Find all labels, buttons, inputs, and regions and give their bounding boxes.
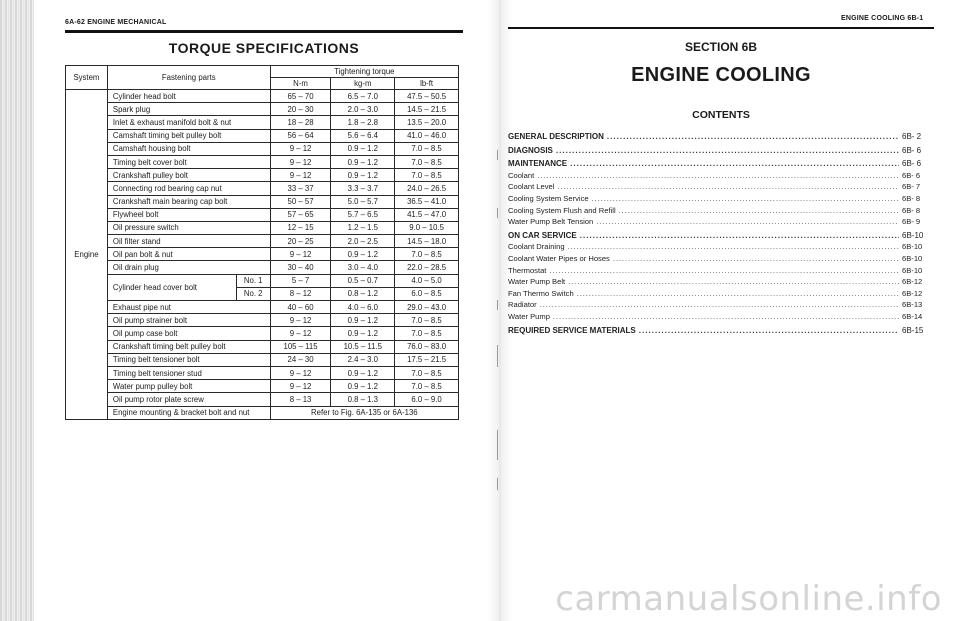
toc-dot-leader <box>607 132 899 141</box>
toc-entry[interactable] <box>508 206 928 217</box>
gutter-mark <box>497 300 498 310</box>
toc-entry[interactable] <box>508 132 928 143</box>
torque-nm: 9 – 12 <box>270 169 331 182</box>
toc-entry-label: ON CAR SERVICE <box>508 230 577 240</box>
table-row <box>66 261 459 274</box>
fastening-part: Engine mounting & bracket bolt and nut <box>107 406 270 419</box>
table-row <box>66 142 459 155</box>
torque-kgm: 0.9 – 1.2 <box>331 366 395 379</box>
table-row <box>66 182 459 195</box>
header-fastening-parts: Fastening parts <box>107 66 270 90</box>
toc-dot-leader <box>592 194 899 203</box>
torque-kgm: 3.3 – 3.7 <box>331 182 395 195</box>
torque-kgm: 2.4 – 3.0 <box>331 353 395 366</box>
section-title: ENGINE COOLING <box>631 64 811 86</box>
contents-heading: CONTENTS <box>692 109 750 121</box>
torque-nm: 9 – 12 <box>270 314 331 327</box>
table-row <box>66 195 459 208</box>
torque-nm: 9 – 12 <box>270 248 331 261</box>
torque-lbft: 13.5 – 20.0 <box>395 116 459 129</box>
torque-kgm: 3.0 – 4.0 <box>331 261 395 274</box>
toc-entry-page: 6B-12 <box>902 288 923 298</box>
fastening-part: Oil pan bolt & nut <box>107 248 270 261</box>
table-row <box>66 129 459 142</box>
toc-entry[interactable] <box>508 231 928 242</box>
table-row <box>66 155 459 168</box>
toc-entry[interactable] <box>508 254 928 265</box>
toc-dot-leader <box>556 146 899 155</box>
torque-lbft: 24.0 – 26.5 <box>395 182 459 195</box>
header-kgm: kg-m <box>331 78 395 90</box>
table-row <box>66 406 459 419</box>
toc-dot-leader <box>549 266 899 275</box>
torque-lbft: 36.5 – 41.0 <box>395 195 459 208</box>
table-row <box>66 274 459 287</box>
sub-part-number: No. 1 <box>236 274 270 287</box>
torque-kgm: 5.0 – 5.7 <box>331 195 395 208</box>
torque-lbft: 14.5 – 21.5 <box>395 103 459 116</box>
toc-dot-leader <box>540 300 899 309</box>
table-row <box>66 393 459 406</box>
fastening-part: Crankshaft main bearing cap bolt <box>107 195 270 208</box>
torque-lbft: 7.0 – 8.5 <box>395 314 459 327</box>
torque-kgm: 0.5 – 0.7 <box>331 274 395 287</box>
gutter-mark <box>497 150 498 160</box>
toc-entry-page: 6B- 6 <box>902 145 922 155</box>
fastening-part: Spark plug <box>107 103 270 116</box>
toc-entry[interactable] <box>508 300 928 311</box>
toc-entry-page: 6B- 6 <box>902 159 922 169</box>
toc-entry-label: MAINTENANCE <box>508 159 568 169</box>
toc-entry[interactable] <box>508 146 928 157</box>
table-row <box>66 90 459 103</box>
torque-lbft: 7.0 – 8.5 <box>395 327 459 340</box>
fastening-part: Flywheel bolt <box>107 208 270 221</box>
toc-entry-label: Coolant Draining <box>508 242 565 252</box>
torque-nm: 8 – 13 <box>270 393 331 406</box>
torque-kgm: 0.9 – 1.2 <box>331 248 395 261</box>
table-row <box>66 116 459 129</box>
toc-entry[interactable] <box>508 171 928 182</box>
table-row <box>66 235 459 248</box>
torque-kgm: 0.9 – 1.2 <box>331 327 395 340</box>
fastening-part: Oil filter stand <box>107 235 270 248</box>
torque-lbft: 14.5 – 18.0 <box>395 235 459 248</box>
torque-lbft: 7.0 – 8.5 <box>395 248 459 261</box>
toc-entry[interactable] <box>508 266 928 277</box>
toc-entry-label: Cooling System Service <box>508 194 589 203</box>
left-page-header: 6A-62 ENGINE MECHANICAL <box>65 19 167 26</box>
torque-lbft: 7.0 – 8.5 <box>395 169 459 182</box>
torque-lbft: 29.0 – 43.0 <box>395 301 459 314</box>
torque-nm: 9 – 12 <box>270 380 331 393</box>
fastening-part: Crankshaft timing belt pulley bolt <box>107 340 270 353</box>
toc-entry-page: 6B-10 <box>902 230 924 240</box>
fastening-part: Water pump pulley bolt <box>107 380 270 393</box>
toc-dot-leader <box>568 242 899 251</box>
table-row <box>66 221 459 234</box>
fastening-part: Cylinder head cover bolt <box>107 274 236 300</box>
torque-kgm: 6.5 – 7.0 <box>331 90 395 103</box>
torque-nm: 56 – 64 <box>270 129 331 142</box>
toc-entry-page: 6B- 2 <box>902 132 922 141</box>
sub-part-number: No. 2 <box>236 287 270 300</box>
toc-dot-leader <box>557 182 899 191</box>
torque-lbft: 6.0 – 9.0 <box>395 393 459 406</box>
fastening-part: Exhaust pipe nut <box>107 301 270 314</box>
table-header-row <box>66 66 459 78</box>
toc-entry-label: Thermostat <box>508 265 547 275</box>
header-lbft: lb-ft <box>395 78 459 90</box>
toc-entry[interactable] <box>508 242 928 253</box>
torque-lbft: 76.0 – 83.0 <box>395 340 459 353</box>
toc-entry-label: Water Pump Belt <box>508 277 566 287</box>
torque-nm: 9 – 12 <box>270 155 331 168</box>
torque-nm: 105 – 115 <box>270 340 331 353</box>
toc-entry-label: Water Pump <box>508 312 550 321</box>
fastening-part: Oil pump strainer bolt <box>107 314 270 327</box>
torque-lbft: 17.5 – 21.5 <box>395 353 459 366</box>
torque-lbft: 7.0 – 8.5 <box>395 380 459 393</box>
table-row <box>66 103 459 116</box>
fastening-part: Camshaft timing belt pulley bolt <box>107 129 270 142</box>
toc-entry-label: DIAGNOSIS <box>508 145 553 155</box>
torque-nm: 57 – 65 <box>270 208 331 221</box>
table-row <box>66 169 459 182</box>
torque-lbft: 9.0 – 10.5 <box>395 221 459 234</box>
watermark: carmanualsonline.info <box>555 579 942 619</box>
torque-kgm: 5.7 – 6.5 <box>331 208 395 221</box>
torque-nm: 40 – 60 <box>270 301 331 314</box>
table-row <box>66 327 459 340</box>
toc-entry-label: Coolant Level <box>508 182 555 192</box>
toc-entry[interactable] <box>508 217 928 228</box>
torque-nm: 5 – 7 <box>270 274 331 287</box>
header-rule <box>65 30 463 33</box>
fastening-part: Camshaft housing bolt <box>107 142 270 155</box>
torque-nm: 9 – 12 <box>270 327 331 340</box>
fastening-part: Timing belt tensioner bolt <box>107 353 270 366</box>
system-engine: Engine <box>66 90 108 420</box>
toc-entry[interactable] <box>508 312 928 323</box>
toc-entry-page: 6B-10 <box>902 254 923 263</box>
toc-entry[interactable] <box>508 182 928 193</box>
toc-entry-label: Coolant <box>508 170 535 180</box>
toc-entry-page: 6B- 6 <box>902 170 921 180</box>
gutter-mark <box>497 345 498 367</box>
torque-table <box>65 65 459 420</box>
toc-dot-leader <box>596 217 899 226</box>
page-binding-edge <box>0 0 34 621</box>
torque-kgm: 0.9 – 1.2 <box>331 142 395 155</box>
torque-kgm: 10.5 – 11.5 <box>331 340 395 353</box>
table-row <box>66 208 459 221</box>
fastening-part: Cylinder head bolt <box>107 90 270 103</box>
torque-nm: 30 – 40 <box>270 261 331 274</box>
torque-nm: 18 – 28 <box>270 116 331 129</box>
fastening-part: Timing belt tensioner stud <box>107 366 270 379</box>
toc-entry-label: Coolant Water Pipes or Hoses <box>508 254 610 263</box>
toc-entry-label: Cooling System Flush and Refill <box>508 205 616 215</box>
toc-dot-leader <box>613 254 899 263</box>
header-tightening-torque: Tightening torque <box>270 66 458 78</box>
torque-lbft: 6.0 – 8.5 <box>395 287 459 300</box>
torque-nm: 9 – 12 <box>270 142 331 155</box>
torque-nm: 20 – 30 <box>270 103 331 116</box>
toc-entry-label: Radiator <box>508 300 537 310</box>
toc-entry-label: GENERAL DESCRIPTION <box>508 132 604 141</box>
torque-nm: 33 – 37 <box>270 182 331 195</box>
fastening-part: Oil pump case bolt <box>107 327 270 340</box>
header-nm: N-m <box>270 78 331 90</box>
fastening-part: Crankshaft pulley bolt <box>107 169 270 182</box>
torque-kgm: 2.0 – 2.5 <box>331 235 395 248</box>
table-row <box>66 301 459 314</box>
torque-kgm: 1.2 – 1.5 <box>331 221 395 234</box>
toc-entry-page: 6B- 8 <box>902 205 921 215</box>
torque-kgm: 0.9 – 1.2 <box>331 380 395 393</box>
torque-lbft: 4.0 – 5.0 <box>395 274 459 287</box>
torque-nm: 50 – 57 <box>270 195 331 208</box>
torque-nm: 8 – 12 <box>270 287 331 300</box>
toc-entry-page: 6B-10 <box>902 242 923 252</box>
torque-kgm: 0.9 – 1.2 <box>331 155 395 168</box>
toc-entry[interactable] <box>508 289 928 300</box>
toc-entry-page: 6B-12 <box>902 277 923 287</box>
torque-lbft: 22.0 – 28.5 <box>395 261 459 274</box>
toc-dot-leader <box>577 289 899 298</box>
torque-kgm: 0.8 – 1.3 <box>331 393 395 406</box>
torque-specifications-title: TORQUE SPECIFICATIONS <box>168 40 360 56</box>
torque-kgm: 5.6 – 6.4 <box>331 129 395 142</box>
toc-dot-leader <box>580 231 899 240</box>
gutter-mark <box>497 478 498 490</box>
torque-nm: 9 – 12 <box>270 366 331 379</box>
section-label: SECTION 6B <box>684 40 757 54</box>
torque-lbft: 7.0 – 8.5 <box>395 142 459 155</box>
torque-kgm: 0.9 – 1.2 <box>331 314 395 327</box>
toc-entry-page: 6B-14 <box>902 312 923 321</box>
torque-nm: 24 – 30 <box>270 353 331 366</box>
toc-dot-leader <box>537 171 899 180</box>
table-row <box>66 380 459 393</box>
toc-entry-page: 6B-15 <box>902 325 924 335</box>
torque-kgm: 4.0 – 6.0 <box>331 301 395 314</box>
table-row <box>66 353 459 366</box>
torque-lbft: 41.0 – 46.0 <box>395 129 459 142</box>
toc-dot-leader <box>619 206 899 215</box>
torque-nm: 12 – 15 <box>270 221 331 234</box>
torque-lbft: 41.5 – 47.0 <box>395 208 459 221</box>
toc-dot-leader <box>570 159 899 168</box>
toc-entry[interactable] <box>508 159 928 170</box>
header-rule <box>508 27 934 29</box>
table-row <box>66 366 459 379</box>
toc-entry[interactable] <box>508 277 928 288</box>
table-row <box>66 340 459 353</box>
toc-entry-page: 6B- 7 <box>902 182 921 192</box>
table-row <box>66 314 459 327</box>
toc-entry-page: 6B-13 <box>902 300 923 310</box>
torque-kgm: 2.0 – 3.0 <box>331 103 395 116</box>
toc-dot-leader <box>553 312 899 321</box>
gutter-mark <box>497 430 498 460</box>
toc-dot-leader <box>568 277 899 286</box>
fastening-part: Oil drain plug <box>107 261 270 274</box>
torque-kgm: 1.8 – 2.8 <box>331 116 395 129</box>
fastening-part: Oil pressure switch <box>107 221 270 234</box>
toc-entry-page: 6B- 8 <box>902 194 921 203</box>
toc-entry-label: REQUIRED SERVICE MATERIALS <box>508 325 636 335</box>
fastening-part: Connecting rod bearing cap nut <box>107 182 270 195</box>
torque-kgm: 0.8 – 1.2 <box>331 287 395 300</box>
torque-lbft: 47.5 – 50.5 <box>395 90 459 103</box>
torque-lbft: 7.0 – 8.5 <box>395 366 459 379</box>
torque-lbft: 7.0 – 8.5 <box>395 155 459 168</box>
right-page-header: ENGINE COOLING 6B-1 <box>841 15 924 22</box>
torque-nm: 65 – 70 <box>270 90 331 103</box>
toc-dot-leader <box>639 326 899 335</box>
reference-note: Refer to Fig. 6A-135 or 6A-136 <box>270 406 458 419</box>
toc-entry-label: Fan Thermo Switch <box>508 288 574 298</box>
fastening-part: Timing belt cover bolt <box>107 155 270 168</box>
header-system: System <box>66 66 108 90</box>
fastening-part: Oil pump rotor plate screw <box>107 393 270 406</box>
gutter-mark <box>497 208 498 218</box>
toc-entry-page: 6B-10 <box>902 265 923 275</box>
fastening-part: Inlet & exhaust manifold bolt & nut <box>107 116 270 129</box>
toc-entry[interactable] <box>508 194 928 205</box>
toc-entry-page: 6B- 9 <box>902 217 921 227</box>
toc-entry-label: Water Pump Belt Tension <box>508 217 594 227</box>
table-row <box>66 248 459 261</box>
torque-kgm: 0.9 – 1.2 <box>331 169 395 182</box>
torque-nm: 20 – 25 <box>270 235 331 248</box>
toc-entry[interactable] <box>508 326 928 337</box>
